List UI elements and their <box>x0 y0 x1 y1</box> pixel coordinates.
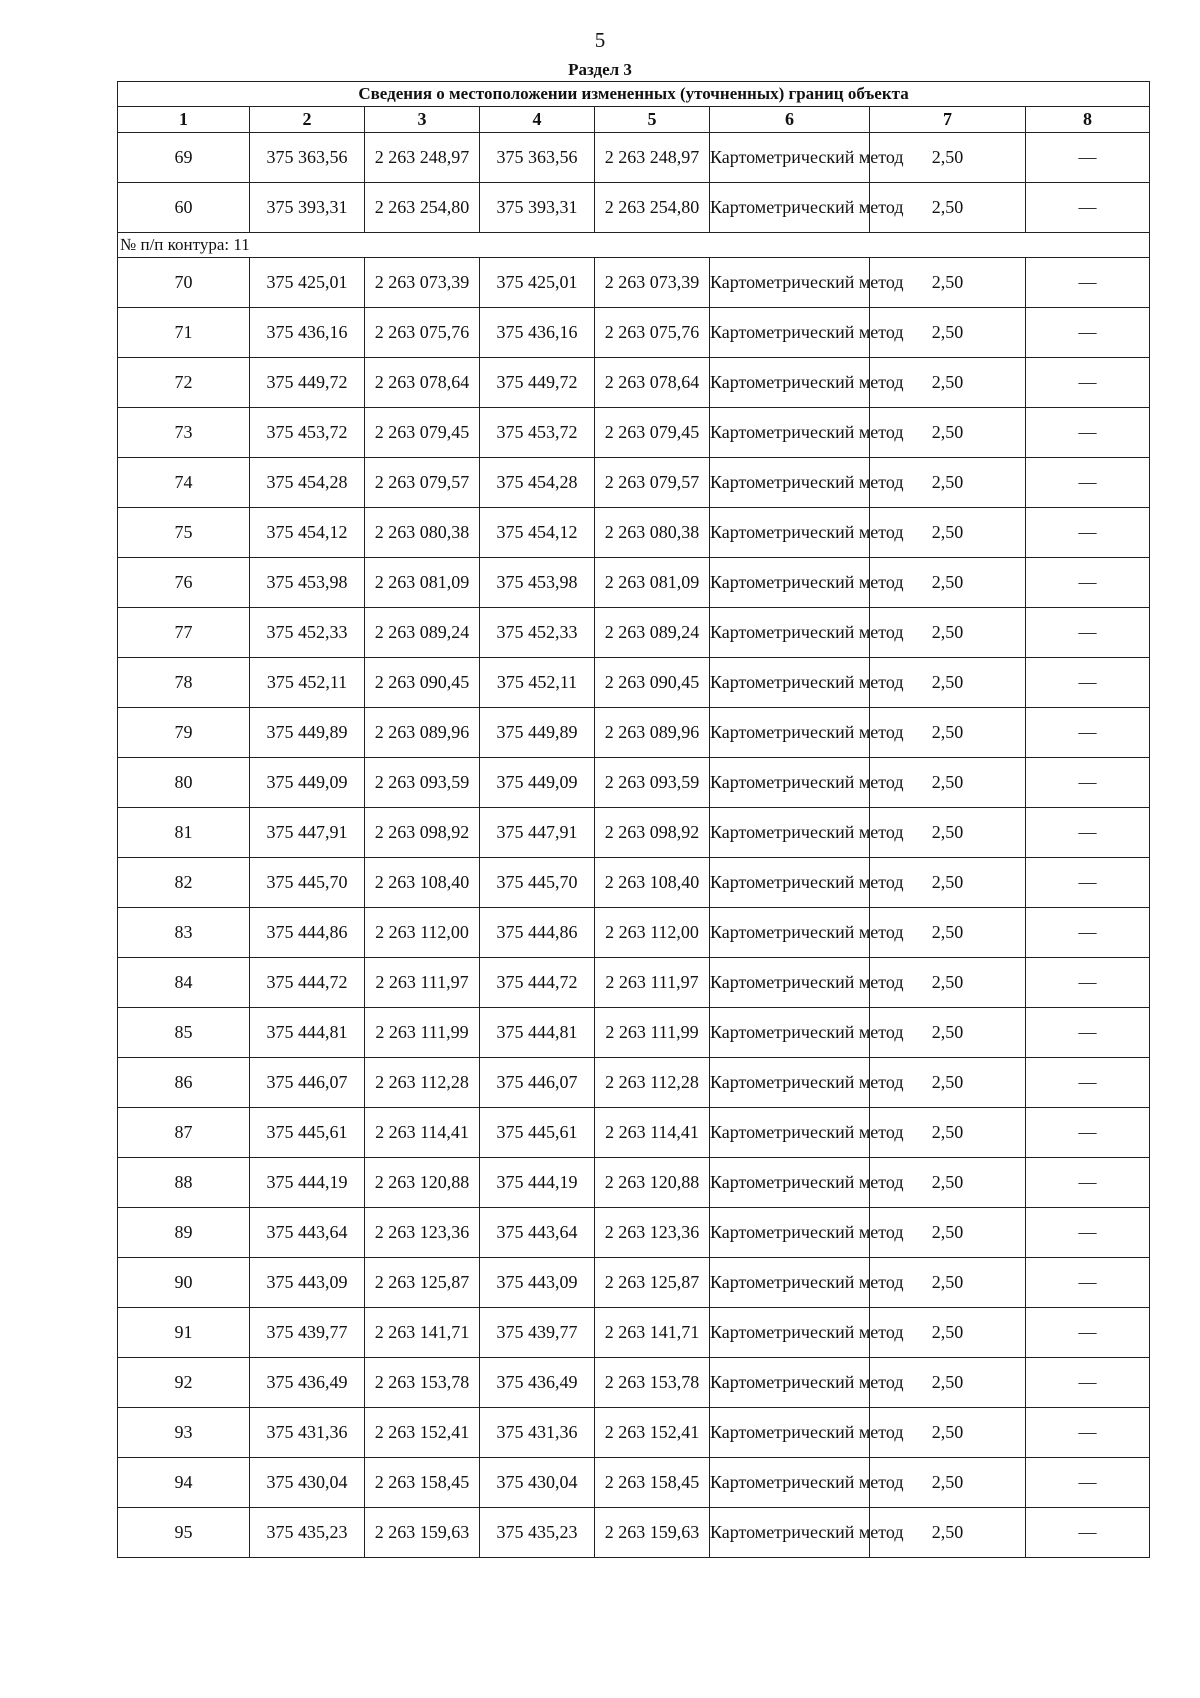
x-old-cell: 375 446,07 <box>250 1058 365 1108</box>
table-row <box>118 183 1150 233</box>
note-cell: — <box>1026 1258 1150 1308</box>
x-new-cell: 375 449,72 <box>480 358 595 408</box>
x-new-cell: 375 445,61 <box>480 1108 595 1158</box>
y-old-cell: 2 263 073,39 <box>365 258 480 308</box>
column-header: 8 <box>1026 107 1150 133</box>
table-row <box>118 1508 1150 1558</box>
accuracy-cell: 2,50 <box>870 1058 1026 1108</box>
x-new-cell: 375 444,81 <box>480 1008 595 1058</box>
accuracy-cell: 2,50 <box>870 1358 1026 1408</box>
accuracy-cell: 2,50 <box>870 1008 1026 1058</box>
x-new-cell: 375 445,70 <box>480 858 595 908</box>
column-header: 1 <box>118 107 250 133</box>
point-number-cell: 88 <box>118 1158 250 1208</box>
note-cell: — <box>1026 258 1150 308</box>
y-new-cell: 2 263 079,57 <box>595 458 710 508</box>
y-new-cell: 2 263 078,64 <box>595 358 710 408</box>
method-cell: Картометрический метод <box>710 1308 870 1358</box>
method-cell: Картометрический метод <box>710 308 870 358</box>
y-new-cell: 2 263 248,97 <box>595 133 710 183</box>
point-number-cell: 70 <box>118 258 250 308</box>
accuracy-cell: 2,50 <box>870 508 1026 558</box>
table-row <box>118 658 1150 708</box>
method-cell: Картометрический метод <box>710 758 870 808</box>
column-header: 4 <box>480 107 595 133</box>
y-old-cell: 2 263 089,24 <box>365 608 480 658</box>
method-cell: Картометрический метод <box>710 708 870 758</box>
accuracy-cell: 2,50 <box>870 908 1026 958</box>
note-cell: — <box>1026 858 1150 908</box>
x-new-cell: 375 454,28 <box>480 458 595 508</box>
x-new-cell: 375 447,91 <box>480 808 595 858</box>
y-new-cell: 2 263 090,45 <box>595 658 710 708</box>
column-header: 3 <box>365 107 480 133</box>
accuracy-cell: 2,50 <box>870 133 1026 183</box>
y-old-cell: 2 263 111,97 <box>365 958 480 1008</box>
table-row <box>118 908 1150 958</box>
note-cell: — <box>1026 508 1150 558</box>
y-old-cell: 2 263 112,28 <box>365 1058 480 1108</box>
y-new-cell: 2 263 159,63 <box>595 1508 710 1558</box>
x-old-cell: 375 439,77 <box>250 1308 365 1358</box>
accuracy-cell: 2,50 <box>870 708 1026 758</box>
y-new-cell: 2 263 114,41 <box>595 1108 710 1158</box>
table-row <box>118 508 1150 558</box>
point-number-cell: 93 <box>118 1408 250 1458</box>
y-old-cell: 2 263 114,41 <box>365 1108 480 1158</box>
accuracy-cell: 2,50 <box>870 258 1026 308</box>
y-old-cell: 2 263 123,36 <box>365 1208 480 1258</box>
x-old-cell: 375 393,31 <box>250 183 365 233</box>
table-row <box>118 1308 1150 1358</box>
x-new-cell: 375 454,12 <box>480 508 595 558</box>
table-row <box>118 758 1150 808</box>
accuracy-cell: 2,50 <box>870 1208 1026 1258</box>
x-old-cell: 375 444,19 <box>250 1158 365 1208</box>
table-header-row <box>118 107 1150 133</box>
method-cell: Картометрический метод <box>710 558 870 608</box>
accuracy-cell: 2,50 <box>870 658 1026 708</box>
x-old-cell: 375 449,89 <box>250 708 365 758</box>
method-cell: Картометрический метод <box>710 1408 870 1458</box>
point-number-cell: 87 <box>118 1108 250 1158</box>
note-cell: — <box>1026 1458 1150 1508</box>
y-old-cell: 2 263 158,45 <box>365 1458 480 1508</box>
y-new-cell: 2 263 089,24 <box>595 608 710 658</box>
column-header: 2 <box>250 107 365 133</box>
accuracy-cell: 2,50 <box>870 358 1026 408</box>
note-cell: — <box>1026 708 1150 758</box>
x-new-cell: 375 453,98 <box>480 558 595 608</box>
y-new-cell: 2 263 075,76 <box>595 308 710 358</box>
method-cell: Картометрический метод <box>710 408 870 458</box>
accuracy-cell: 2,50 <box>870 1308 1026 1358</box>
method-cell: Картометрический метод <box>710 1008 870 1058</box>
x-new-cell: 375 435,23 <box>480 1508 595 1558</box>
y-new-cell: 2 263 093,59 <box>595 758 710 808</box>
column-header: 7 <box>870 107 1026 133</box>
x-new-cell: 375 363,56 <box>480 133 595 183</box>
table-row <box>118 458 1150 508</box>
y-old-cell: 2 263 141,71 <box>365 1308 480 1358</box>
y-old-cell: 2 263 125,87 <box>365 1258 480 1308</box>
point-number-cell: 76 <box>118 558 250 608</box>
section-title: Раздел 3 <box>568 60 632 79</box>
table-row <box>118 1258 1150 1308</box>
method-cell: Картометрический метод <box>710 358 870 408</box>
note-cell: — <box>1026 908 1150 958</box>
accuracy-cell: 2,50 <box>870 1258 1026 1308</box>
x-old-cell: 375 363,56 <box>250 133 365 183</box>
y-new-cell: 2 263 111,97 <box>595 958 710 1008</box>
y-new-cell: 2 263 120,88 <box>595 1158 710 1208</box>
table-row <box>118 608 1150 658</box>
x-old-cell: 375 435,23 <box>250 1508 365 1558</box>
x-old-cell: 375 447,91 <box>250 808 365 858</box>
y-new-cell: 2 263 254,80 <box>595 183 710 233</box>
table-row <box>118 133 1150 183</box>
contour-label: № п/п контура: 11 <box>118 233 1150 258</box>
y-old-cell: 2 263 111,99 <box>365 1008 480 1058</box>
note-cell: — <box>1026 308 1150 358</box>
x-old-cell: 375 425,01 <box>250 258 365 308</box>
table-row <box>118 308 1150 358</box>
point-number-cell: 73 <box>118 408 250 458</box>
y-new-cell: 2 263 089,96 <box>595 708 710 758</box>
accuracy-cell: 2,50 <box>870 1408 1026 1458</box>
table-row <box>118 1458 1150 1508</box>
note-cell: — <box>1026 558 1150 608</box>
point-number-cell: 79 <box>118 708 250 758</box>
table-row <box>118 958 1150 1008</box>
method-cell: Картометрический метод <box>710 183 870 233</box>
x-new-cell: 375 439,77 <box>480 1308 595 1358</box>
x-old-cell: 375 452,33 <box>250 608 365 658</box>
x-old-cell: 375 436,49 <box>250 1358 365 1408</box>
x-new-cell: 375 393,31 <box>480 183 595 233</box>
y-new-cell: 2 263 073,39 <box>595 258 710 308</box>
accuracy-cell: 2,50 <box>870 1108 1026 1158</box>
note-cell: — <box>1026 658 1150 708</box>
note-cell: — <box>1026 608 1150 658</box>
y-old-cell: 2 263 112,00 <box>365 908 480 958</box>
x-new-cell: 375 453,72 <box>480 408 595 458</box>
method-cell: Картометрический метод <box>710 908 870 958</box>
point-number-cell: 84 <box>118 958 250 1008</box>
table-row <box>118 358 1150 408</box>
x-new-cell: 375 425,01 <box>480 258 595 308</box>
x-old-cell: 375 431,36 <box>250 1408 365 1458</box>
method-cell: Картометрический метод <box>710 1208 870 1258</box>
column-header: 5 <box>595 107 710 133</box>
method-cell: Картометрический метод <box>710 808 870 858</box>
point-number-cell: 91 <box>118 1308 250 1358</box>
x-new-cell: 375 449,89 <box>480 708 595 758</box>
note-cell: — <box>1026 183 1150 233</box>
y-new-cell: 2 263 153,78 <box>595 1358 710 1408</box>
method-cell: Картометрический метод <box>710 1108 870 1158</box>
y-new-cell: 2 263 112,00 <box>595 908 710 958</box>
table-row <box>118 858 1150 908</box>
method-cell: Картометрический метод <box>710 1058 870 1108</box>
note-cell: — <box>1026 1108 1150 1158</box>
y-old-cell: 2 263 079,45 <box>365 408 480 458</box>
accuracy-cell: 2,50 <box>870 458 1026 508</box>
x-new-cell: 375 449,09 <box>480 758 595 808</box>
x-new-cell: 375 452,11 <box>480 658 595 708</box>
note-cell: — <box>1026 458 1150 508</box>
x-old-cell: 375 436,16 <box>250 308 365 358</box>
x-old-cell: 375 444,81 <box>250 1008 365 1058</box>
page-number: 5 <box>594 28 606 52</box>
table-row <box>118 408 1150 458</box>
table-row <box>118 558 1150 608</box>
y-old-cell: 2 263 078,64 <box>365 358 480 408</box>
accuracy-cell: 2,50 <box>870 808 1026 858</box>
y-new-cell: 2 263 108,40 <box>595 858 710 908</box>
note-cell: — <box>1026 1208 1150 1258</box>
x-old-cell: 375 449,72 <box>250 358 365 408</box>
y-new-cell: 2 263 079,45 <box>595 408 710 458</box>
accuracy-cell: 2,50 <box>870 308 1026 358</box>
y-old-cell: 2 263 080,38 <box>365 508 480 558</box>
x-old-cell: 375 443,09 <box>250 1258 365 1308</box>
x-old-cell: 375 443,64 <box>250 1208 365 1258</box>
x-old-cell: 375 444,72 <box>250 958 365 1008</box>
method-cell: Картометрический метод <box>710 258 870 308</box>
point-number-cell: 94 <box>118 1458 250 1508</box>
y-old-cell: 2 263 152,41 <box>365 1408 480 1458</box>
accuracy-cell: 2,50 <box>870 858 1026 908</box>
x-old-cell: 375 453,98 <box>250 558 365 608</box>
x-new-cell: 375 436,49 <box>480 1358 595 1408</box>
y-old-cell: 2 263 120,88 <box>365 1158 480 1208</box>
y-new-cell: 2 263 141,71 <box>595 1308 710 1358</box>
y-new-cell: 2 263 152,41 <box>595 1408 710 1458</box>
table-row <box>118 258 1150 308</box>
x-new-cell: 375 436,16 <box>480 308 595 358</box>
point-number-cell: 60 <box>118 183 250 233</box>
note-cell: — <box>1026 408 1150 458</box>
table-body <box>118 133 1150 1558</box>
y-new-cell: 2 263 158,45 <box>595 1458 710 1508</box>
contour-row <box>118 233 1150 258</box>
note-cell: — <box>1026 958 1150 1008</box>
method-cell: Картометрический метод <box>710 1508 870 1558</box>
y-old-cell: 2 263 153,78 <box>365 1358 480 1408</box>
accuracy-cell: 2,50 <box>870 1458 1026 1508</box>
x-old-cell: 375 454,28 <box>250 458 365 508</box>
y-old-cell: 2 263 093,59 <box>365 758 480 808</box>
x-old-cell: 375 444,86 <box>250 908 365 958</box>
x-old-cell: 375 430,04 <box>250 1458 365 1508</box>
table-row <box>118 1208 1150 1258</box>
method-cell: Картометрический метод <box>710 1258 870 1308</box>
note-cell: — <box>1026 808 1150 858</box>
method-cell: Картометрический метод <box>710 133 870 183</box>
point-number-cell: 69 <box>118 133 250 183</box>
x-new-cell: 375 430,04 <box>480 1458 595 1508</box>
y-new-cell: 2 263 080,38 <box>595 508 710 558</box>
x-new-cell: 375 444,72 <box>480 958 595 1008</box>
table-row <box>118 1408 1150 1458</box>
y-old-cell: 2 263 079,57 <box>365 458 480 508</box>
y-old-cell: 2 263 159,63 <box>365 1508 480 1558</box>
point-number-cell: 71 <box>118 308 250 358</box>
method-cell: Картометрический метод <box>710 858 870 908</box>
y-old-cell: 2 263 081,09 <box>365 558 480 608</box>
y-new-cell: 2 263 081,09 <box>595 558 710 608</box>
accuracy-cell: 2,50 <box>870 408 1026 458</box>
table-row <box>118 1008 1150 1058</box>
method-cell: Картометрический метод <box>710 958 870 1008</box>
point-number-cell: 83 <box>118 908 250 958</box>
y-new-cell: 2 263 098,92 <box>595 808 710 858</box>
accuracy-cell: 2,50 <box>870 183 1026 233</box>
x-new-cell: 375 444,86 <box>480 908 595 958</box>
point-number-cell: 92 <box>118 1358 250 1408</box>
method-cell: Картометрический метод <box>710 508 870 558</box>
y-old-cell: 2 263 108,40 <box>365 858 480 908</box>
point-number-cell: 85 <box>118 1008 250 1058</box>
x-old-cell: 375 453,72 <box>250 408 365 458</box>
accuracy-cell: 2,50 <box>870 558 1026 608</box>
note-cell: — <box>1026 758 1150 808</box>
point-number-cell: 82 <box>118 858 250 908</box>
y-old-cell: 2 263 089,96 <box>365 708 480 758</box>
note-cell: — <box>1026 133 1150 183</box>
accuracy-cell: 2,50 <box>870 1158 1026 1208</box>
point-number-cell: 74 <box>118 458 250 508</box>
x-new-cell: 375 444,19 <box>480 1158 595 1208</box>
x-old-cell: 375 445,61 <box>250 1108 365 1158</box>
y-old-cell: 2 263 075,76 <box>365 308 480 358</box>
note-cell: — <box>1026 1008 1150 1058</box>
y-new-cell: 2 263 111,99 <box>595 1008 710 1058</box>
accuracy-cell: 2,50 <box>870 758 1026 808</box>
note-cell: — <box>1026 1058 1150 1108</box>
point-number-cell: 77 <box>118 608 250 658</box>
table-row <box>118 708 1150 758</box>
accuracy-cell: 2,50 <box>870 1508 1026 1558</box>
point-number-cell: 75 <box>118 508 250 558</box>
method-cell: Картометрический метод <box>710 1158 870 1208</box>
point-number-cell: 80 <box>118 758 250 808</box>
table-row <box>118 1158 1150 1208</box>
method-cell: Картометрический метод <box>710 1358 870 1408</box>
table-caption-row <box>118 82 1150 107</box>
x-old-cell: 375 452,11 <box>250 658 365 708</box>
y-new-cell: 2 263 112,28 <box>595 1058 710 1108</box>
note-cell: — <box>1026 1358 1150 1408</box>
point-number-cell: 81 <box>118 808 250 858</box>
note-cell: — <box>1026 1408 1150 1458</box>
y-old-cell: 2 263 248,97 <box>365 133 480 183</box>
table-row <box>118 808 1150 858</box>
column-header: 6 <box>710 107 870 133</box>
method-cell: Картометрический метод <box>710 608 870 658</box>
point-number-cell: 86 <box>118 1058 250 1108</box>
table-row <box>118 1058 1150 1108</box>
x-new-cell: 375 452,33 <box>480 608 595 658</box>
x-old-cell: 375 445,70 <box>250 858 365 908</box>
x-new-cell: 375 443,64 <box>480 1208 595 1258</box>
y-old-cell: 2 263 090,45 <box>365 658 480 708</box>
point-number-cell: 72 <box>118 358 250 408</box>
method-cell: Картометрический метод <box>710 458 870 508</box>
note-cell: — <box>1026 1508 1150 1558</box>
table-caption: Сведения о местоположении измененных (уточненных) границ объекта <box>118 82 1150 107</box>
x-old-cell: 375 449,09 <box>250 758 365 808</box>
method-cell: Картометрический метод <box>710 1458 870 1508</box>
table-row <box>118 1358 1150 1408</box>
x-new-cell: 375 431,36 <box>480 1408 595 1458</box>
accuracy-cell: 2,50 <box>870 608 1026 658</box>
y-new-cell: 2 263 125,87 <box>595 1258 710 1308</box>
point-number-cell: 78 <box>118 658 250 708</box>
method-cell: Картометрический метод <box>710 658 870 708</box>
note-cell: — <box>1026 358 1150 408</box>
point-number-cell: 95 <box>118 1508 250 1558</box>
note-cell: — <box>1026 1158 1150 1208</box>
y-old-cell: 2 263 254,80 <box>365 183 480 233</box>
accuracy-cell: 2,50 <box>870 958 1026 1008</box>
x-new-cell: 375 443,09 <box>480 1258 595 1308</box>
y-old-cell: 2 263 098,92 <box>365 808 480 858</box>
point-number-cell: 89 <box>118 1208 250 1258</box>
y-new-cell: 2 263 123,36 <box>595 1208 710 1258</box>
table-row <box>118 1108 1150 1158</box>
note-cell: — <box>1026 1308 1150 1358</box>
coordinates-table <box>117 81 1150 1558</box>
x-old-cell: 375 454,12 <box>250 508 365 558</box>
point-number-cell: 90 <box>118 1258 250 1308</box>
x-new-cell: 375 446,07 <box>480 1058 595 1108</box>
